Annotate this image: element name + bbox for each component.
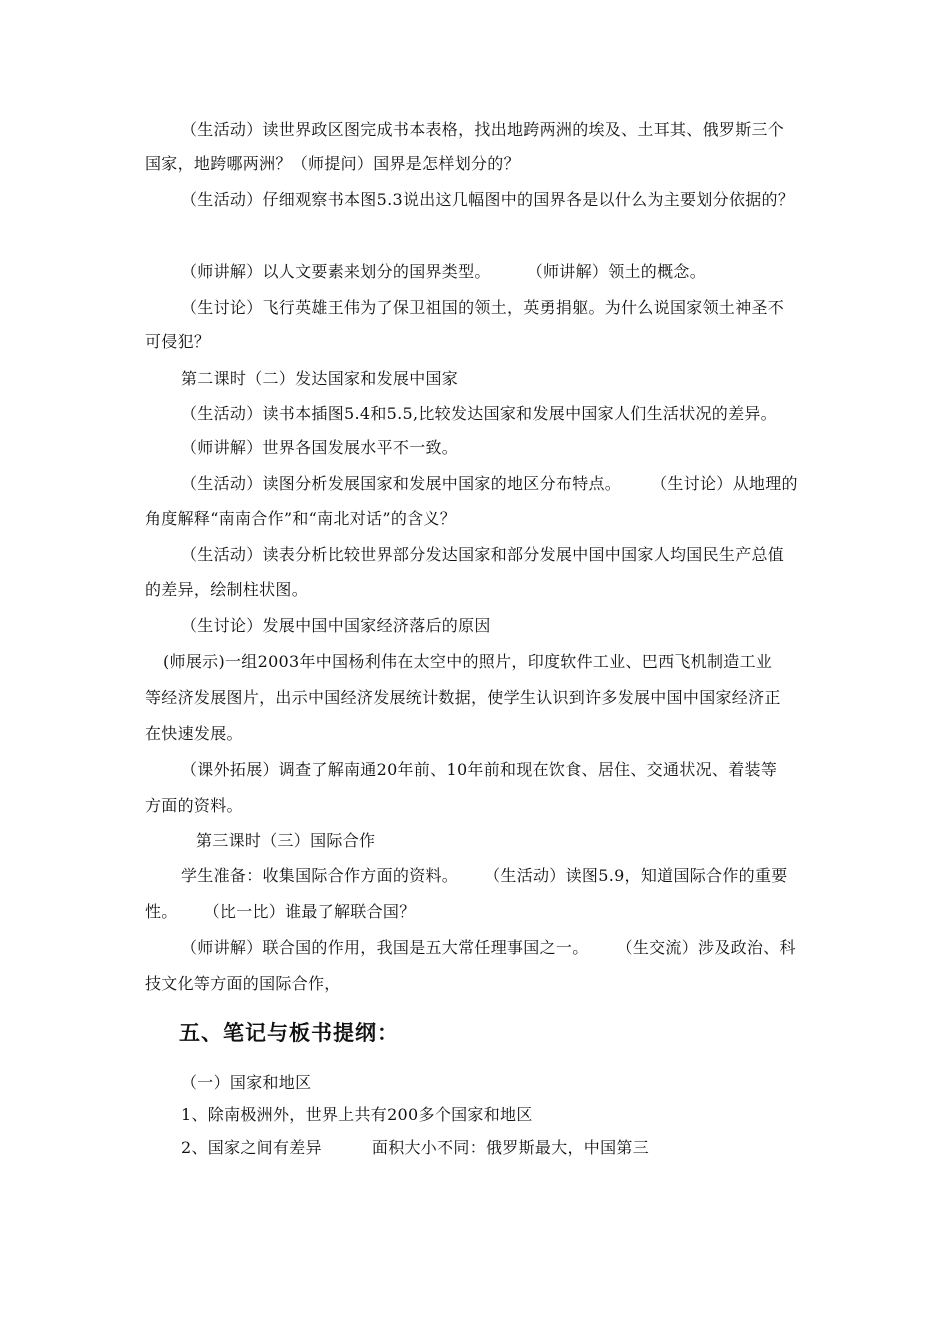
p10-line3: 在快速发展。 xyxy=(145,724,243,743)
p13-part-b: （生交流）涉及政治、科 xyxy=(616,938,796,957)
p8-line2: 的差异，绘制柱状图。 xyxy=(145,580,309,599)
p9-line1: （生讨论）发展中国中国家经济落后的原因 xyxy=(181,616,491,635)
p11-line1: （课外拓展）调查了解南通20年前、10年前和现在饮食、居住、交通状况、着装等 xyxy=(181,760,778,779)
p12-part-l2a: 性。 xyxy=(145,902,178,921)
p7-part-b: （生讨论）从地理的 xyxy=(651,474,798,493)
p12-line1 xyxy=(181,865,788,887)
p1-line1: （生活动）读世界政区图完成书本表格，找出地跨两洲的埃及、土耳其、俄罗斯三个 xyxy=(181,120,785,139)
lesson2-title: 第二课时（二）发达国家和发展中国家 xyxy=(181,369,459,388)
p4-line1: （生讨论）飞行英雄王伟为了保卫祖国的领土，英勇捐躯。为什么说国家领土神圣不 xyxy=(181,298,785,317)
p12-line2 xyxy=(145,901,416,923)
p10-line2: 等经济发展图片，出示中国经济发展统计数据，使学生认识到许多发展中国中国家经济正 xyxy=(145,688,781,707)
p4-line2: 可侵犯？ xyxy=(145,332,211,351)
p12-part-a: 学生准备：收集国际合作方面的资料。 xyxy=(181,866,459,885)
notes-line1: （一）国家和地区 xyxy=(181,1073,312,1092)
p7-line1 xyxy=(181,473,798,495)
p13-line2: 技文化等方面的国际合作， xyxy=(145,974,341,993)
p3-line1 xyxy=(181,261,706,283)
p3-part-b: （师讲解）领土的概念。 xyxy=(526,262,707,281)
p12-part-b: （生活动）读图5.9，知道国际合作的重要 xyxy=(484,866,788,885)
p11-line2: 方面的资料。 xyxy=(145,796,243,815)
p2-line1: （生活动）仔细观察书本图5.3说出这几幅图中的国界各是以什么为主要划分依据的？ xyxy=(181,190,795,209)
notes-line3 xyxy=(181,1137,649,1159)
lesson3-title: 第三课时（三）国际合作 xyxy=(196,831,376,850)
p13-line1 xyxy=(181,937,796,959)
section5-heading: 五、笔记与板书提纲： xyxy=(179,1020,399,1045)
p7-part-a: （生活动）读图分析发展国家和发展中国家的地区分布特点。 xyxy=(181,474,622,493)
p6-line1: （师讲解）世界各国发展水平不一致。 xyxy=(181,438,459,457)
notes-line3-left: 2、国家之间有差异 xyxy=(181,1138,322,1157)
notes-line2: 1、除南极洲外，世界上共有200多个国家和地区 xyxy=(181,1105,533,1124)
p8-line1: （生活动）读表分析比较世界部分发达国家和部分发展中国中国家人均国民生产总值 xyxy=(181,545,785,564)
p13-part-a: （师讲解）联合国的作用，我国是五大常任理事国之一。 xyxy=(181,938,589,957)
p12-part-l2b: （比一比）谁最了解联合国？ xyxy=(203,902,416,921)
p7-line2: 角度解释“南南合作”和“南北对话”的含义？ xyxy=(145,509,457,528)
p10-line1: (师展示)一组2003年中国杨利伟在太空中的照片，印度软件工业、巴西飞机制造工业 xyxy=(163,652,773,671)
p1-line2: 国家，地跨哪两洲？（师提问）国界是怎样划分的？ xyxy=(145,154,520,173)
p3-part-a: （师讲解）以人文要素来划分的国界类型。 xyxy=(181,262,491,281)
notes-line3-right: 面积大小不同：俄罗斯最大，中国第三 xyxy=(371,1138,649,1157)
p5-line1: （生活动）读书本插图5.4和5.5,比较发达国家和发展中国家人们生活状况的差异。 xyxy=(181,404,777,423)
